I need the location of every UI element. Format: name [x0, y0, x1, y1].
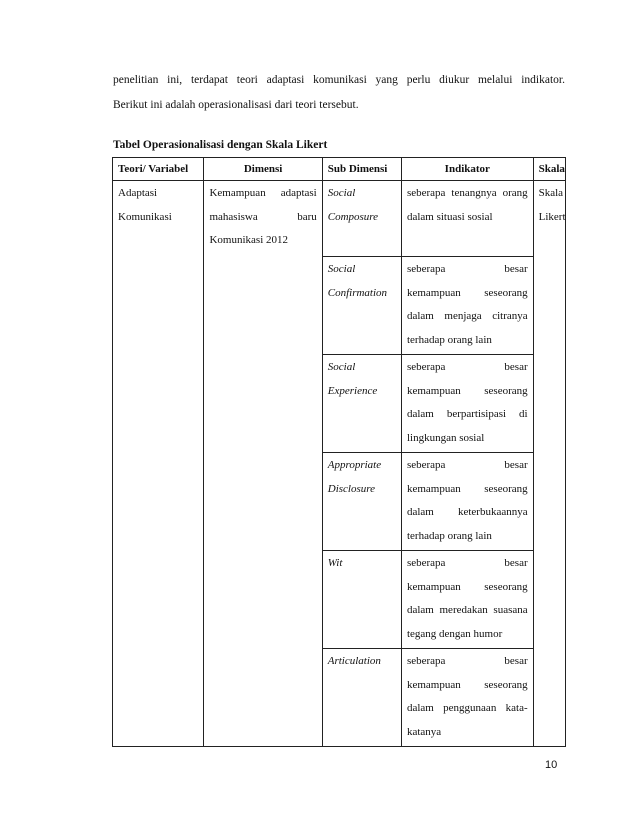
cell-teori: Adaptasi Komunikasi [113, 181, 204, 747]
cell-skala: Skala Likert [533, 181, 565, 747]
table-header-row [113, 158, 566, 181]
cell-indikator: seberapa besar kemampuan seseorang dalam berpartisipasi di lingkungan sosial [401, 355, 533, 453]
cell-sub-dimensi: Wit [322, 551, 401, 649]
header-skala: Skala [533, 158, 565, 181]
cell-dimensi: Kemampuan adaptasi mahasiswa baru Komunikasi 2012 [204, 181, 322, 747]
cell-sub-dimensi: Appropriate Disclosure [322, 453, 401, 551]
table-caption: Tabel Operasionalisasi dengan Skala Likert [113, 139, 328, 151]
cell-sub-dimensi: Social Experience [322, 355, 401, 453]
operationalization-table [112, 157, 566, 747]
cell-indikator: seberapa besar kemampuan seseorang dalam menjaga citranya terhadap orang lain [401, 257, 533, 355]
intro-line-2: Berikut ini adalah operasionalisasi dari teori tersebut. [113, 99, 359, 111]
cell-sub-dimensi: Articulation [322, 649, 401, 747]
header-indikator: Indikator [401, 158, 533, 181]
table-row [113, 181, 566, 257]
page-number: 10 [545, 759, 558, 771]
cell-indikator: seberapa tenangnya orang dalam situasi sosial [401, 181, 533, 257]
cell-sub-dimensi: Social Confirmation [322, 257, 401, 355]
header-teori: Teori/ Variabel [113, 158, 204, 181]
cell-sub-dimensi: Social Composure [322, 181, 401, 257]
header-sub-dimensi: Sub Dimensi [322, 158, 401, 181]
cell-indikator: seberapa besar kemampuan seseorang dalam penggunaan kata-katanya [401, 649, 533, 747]
header-dimensi: Dimensi [204, 158, 322, 181]
cell-indikator: seberapa besar kemampuan seseorang dalam keterbukaannya terhadap orang lain [401, 453, 533, 551]
intro-line-1: penelitian ini, terdapat teori adaptasi komunikasi yang perlu diukur melalui indikator. [113, 74, 565, 86]
cell-indikator: seberapa besar kemampuan seseorang dalam meredakan suasana tegang dengan humor [401, 551, 533, 649]
